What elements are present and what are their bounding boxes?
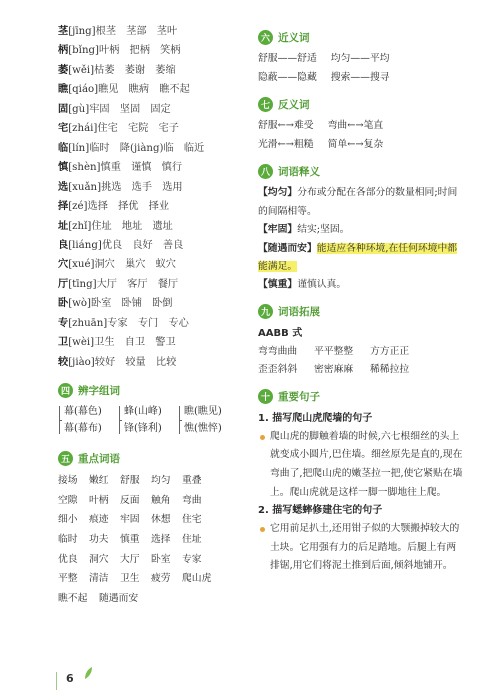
character: 慎 [58,161,69,174]
section-number-badge: 五 [58,451,73,466]
example-words: 洞穴 巢穴 蚁穴 [94,259,176,271]
pinyin: [bǐng] [68,45,99,57]
example-words: 叶柄 把柄 笑柄 [99,45,181,57]
section-title: 词语拓展 [278,306,320,319]
key-word: 临时 [58,533,78,545]
character-row [58,80,238,99]
page-number-area [56,672,90,690]
key-word: 选择 [151,533,171,545]
pinyin: [lín] [68,142,90,154]
section-5-header [58,449,238,467]
pinyin: [wèi] [68,337,95,349]
bullet-dot-icon [260,527,265,532]
distinguish-word: 锋(锋利) [124,423,162,435]
aabb-row: 弯弯曲曲 平平整整 方方正正 [258,345,410,357]
distinguish-word: 蜂(山峰) [124,406,162,418]
antonym-row: 舒服←→难受 弯曲←→笔直 [258,120,384,132]
section-number-badge: 九 [258,304,273,319]
character: 较 [58,355,69,368]
section-number-badge: 十 [258,389,273,404]
character: 瞧 [58,83,69,96]
key-word: 卧室 [151,553,171,565]
key-words-row [58,510,238,530]
section-title: 词语释义 [278,165,320,178]
key-word: 舒服 [120,475,140,487]
example-words: 大厅 客厅 餐厅 [96,278,179,290]
key-word: 住址 [182,533,202,545]
section-number-badge: 八 [258,164,273,179]
key-word: 重叠 [182,475,202,487]
pinyin: [shèn] [68,162,101,174]
synonym-row: 隐蔽——隐藏 搜索——搜寻 [258,71,390,83]
character: 柄 [58,44,69,57]
sentence-heading: 1. 描写爬山虎爬墙的句子 [258,412,373,424]
character-row [58,314,238,333]
pinyin: [qiáo] [68,84,99,96]
key-word: 专家 [182,553,202,565]
key-word: 细小 [58,514,78,526]
character: 择 [58,200,69,213]
sentence-paragraph: 它用前足扒土,还用钳子似的大颚搬掉较大的土块。它用强有力的后足踏地。后腿上有两排锯,用它们将泥土推到后面,倾斜地铺开。 [258,520,463,576]
pinyin: [wěi] [68,64,95,76]
key-words-row [58,491,238,511]
key-word: 随遇而安 [99,592,139,604]
example-words: 卫生 自卫 警卫 [94,337,176,349]
character: 良 [58,238,69,251]
sentence-paragraph: 爬山虎的脚触着墙的时候,六七根细丝的头上就变成小圆片,巴住墙。细丝原先是直的,现在弯曲了,把爬山虎的嫩茎拉一把,使它紧贴在墙上。爬山虎就是这样一脚一脚地往上爬。 [258,428,463,502]
section-number-badge: 四 [58,383,73,398]
highlighted-text: 能适应各种环境,在任何环境中都能满足。 [258,242,458,272]
pinyin: [liáng] [68,239,102,251]
character-row [58,61,238,80]
pinyin: [xué] [68,259,95,271]
character-row [58,178,238,197]
example-words: 枯萎 萎谢 萎缩 [94,64,176,76]
key-word: 清洁 [89,573,109,585]
synonym-row: 舒服——舒适 均匀——平均 [258,53,390,64]
character-list [58,22,238,372]
page-number: 6 [66,672,74,685]
pinyin: [zhuān] [68,317,108,329]
character-row [58,294,238,313]
key-word: 痕迹 [89,514,109,526]
character-row [58,353,238,372]
example-words: 卧室 卧铺 卧倒 [91,298,173,310]
example-words: 牢固 坚固 固定 [89,103,171,115]
section-8-header [258,162,463,180]
character-row [58,22,238,41]
pinyin: [gù] [68,103,90,115]
bullet-dot-icon [260,435,265,440]
right-column [258,22,463,576]
key-word: 爬山虎 [182,573,212,585]
distinguish-word: 瞧(瞧见) [184,406,222,418]
key-words-row [58,589,238,609]
char-distinguish-grid [58,403,238,437]
character: 址 [58,219,69,232]
definition-item: 【慎重】谨慎认真。 [258,279,347,291]
key-words-row [58,569,238,589]
key-word: 均匀 [151,475,171,487]
character: 固 [58,102,69,115]
section-number-badge: 六 [258,30,273,45]
key-word: 嫩红 [89,475,109,487]
character: 厅 [58,277,69,290]
aabb-subtitle: AABB 式 [258,327,303,339]
example-words: 挑选 选手 选用 [101,181,183,193]
example-words: 瞧见 瞧病 瞧不起 [98,84,190,96]
key-word: 牢固 [120,514,140,526]
definition-item: 【随遇而安】能适应各种环境,在任何环境中都能满足。 [258,242,458,272]
pinyin: [zé] [68,201,88,213]
key-words-list [58,471,238,608]
key-word: 大厅 [120,553,140,565]
definition-item: 【均匀】分布或分配在各部分的数量相同;时间的间隔相等。 [258,187,458,217]
character: 宅 [58,122,69,135]
example-words: 临时 降(jiàng)临 临近 [89,142,205,154]
section-title: 重要句子 [278,391,320,404]
key-word: 空隙 [58,494,78,506]
pinyin: [xuǎn] [68,181,102,193]
key-word: 反面 [120,494,140,506]
character: 萎 [58,63,69,76]
distinguish-group [58,403,118,437]
definition-item: 【牢固】结实;坚固。 [258,224,350,236]
character-row [58,275,238,294]
pinyin: [tīng] [68,278,97,290]
example-words: 住址 地址 遗址 [91,220,173,232]
key-word: 瞧不起 [58,592,88,604]
leaf-icon [83,666,93,680]
key-word: 优良 [58,553,78,565]
key-words-row [58,530,238,550]
section-title: 近义词 [278,31,310,44]
pinyin: [zhǐ] [68,220,92,232]
example-words: 根茎 茎部 茎叶 [95,26,178,37]
antonym-row: 光滑←→粗糙 简单←→复杂 [258,138,384,150]
distinguish-group [178,403,238,437]
character: 卫 [58,336,69,349]
key-word: 平整 [58,573,78,585]
character: 临 [58,141,69,154]
key-word: 休想 [151,514,171,526]
section-title: 辨字组词 [78,384,120,397]
character-row [58,255,238,274]
section-10-header [258,388,463,406]
key-word: 卫生 [120,573,140,585]
example-words: 选择 择优 择业 [87,201,170,213]
section-7-header [258,95,463,113]
pinyin: [wò] [68,298,91,310]
aabb-row: 歪歪斜斜 密密麻麻 稀稀拉拉 [258,364,410,376]
key-word: 触角 [151,494,171,506]
pinyin: [zhái] [68,123,98,135]
key-words-row [58,550,238,570]
character: 卧 [58,297,69,310]
distinguish-group [118,403,178,437]
left-column [58,22,238,608]
pinyin: [jiào] [68,356,95,368]
example-words: 慎重 谨慎 慎行 [100,162,183,174]
section-title: 重点词语 [78,452,120,465]
section-4-header [58,381,238,399]
key-word: 住宅 [182,514,202,526]
section-title: 反义词 [278,98,310,111]
character-row [58,100,238,119]
section-number-badge: 七 [258,97,273,112]
example-words: 较好 较量 比较 [94,356,177,368]
key-word: 叶柄 [89,494,109,506]
character-row [58,119,238,138]
character: 选 [58,180,69,193]
character-row [58,333,238,352]
character-row [58,158,238,177]
sentence-heading: 2. 描写蟋蟀修建住宅的句子 [258,505,383,517]
character-row [58,139,238,158]
character-row [58,217,238,236]
example-words: 优良 良好 善良 [101,239,184,251]
pinyin: [jīng] [68,26,96,37]
key-word: 弯曲 [182,494,202,506]
character-row [58,197,238,216]
character: 专 [58,316,69,329]
character: 穴 [58,258,69,271]
example-words: 专家 专门 专心 [107,317,189,329]
key-word: 慎重 [120,533,140,545]
key-word: 疲劳 [151,573,171,585]
key-word: 洞穴 [89,553,109,565]
key-words-row [58,471,238,491]
example-words: 住宅 宅院 宅子 [97,123,179,135]
character-row [58,41,238,60]
distinguish-word: 幕(幕色) [64,406,102,418]
section-6-header [258,28,463,46]
section-9-header [258,303,463,321]
key-word: 功夫 [89,533,109,545]
character-row [58,236,238,255]
character: 茎 [58,25,69,37]
key-word: 接场 [58,475,78,487]
distinguish-word: 憔(憔悴) [184,423,222,435]
distinguish-word: 幕(幕布) [64,423,102,435]
